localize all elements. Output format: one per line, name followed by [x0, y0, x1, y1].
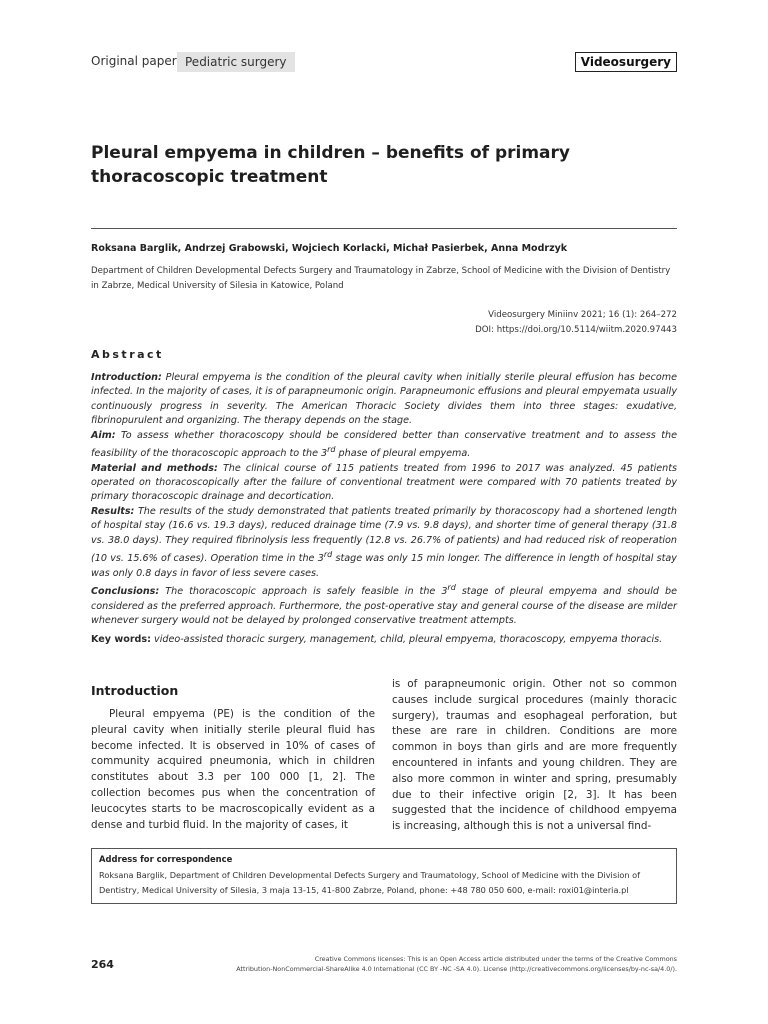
- abstract-introduction-label: Introduction:: [91, 372, 162, 383]
- page-header: [91, 52, 677, 72]
- abstract-results-text-end: stage was only 15 min longer. The difference in length of hospital stay was only 0.8 days in favor of less severe cases.: [91, 553, 677, 579]
- license-line-2: Attribution-NonCommercial-ShareAlike 4.0 International (CC BY -NC -SA 4.0). License (http://creativecommons.org/licenses/by-nc-sa/4.0/).: [236, 965, 677, 973]
- abstract-results-sup: rd: [323, 550, 333, 560]
- journal-badge: Videosurgery: [575, 52, 677, 72]
- introduction-column-2: is of parapneumonic origin. Other not so common causes include surgical procedures (mainly thoracic surgery), traumas and esophageal perforation, but these are rare in children. Conditions are more common in boys than girls and are more frequently encountered in infants and young children. They are also more common in winter and spring, presumably due to their infective origin [2, 3]. It has been suggested that the incidence of childhood empyema is increasing, although this is not a universal find-: [392, 678, 677, 833]
- citation-journal: Videosurgery Miniinv 2021; 16 (1): 264–272: [488, 310, 677, 320]
- introduction-column-1: Pleural empyema (PE) is the condition of the pleural cavity when initially sterile pleural fluid has become infected. It is observed in 10% of cases of community acquired pneumonia, which in children constitutes about 3.3 per 100 000 [1, 2]. The collection becomes pus when the concentration of leucocytes starts to be macroscopically evident as a dense and turbid fluid. In the majority of cases, it: [91, 708, 375, 831]
- article-type-label: Original paper: [91, 54, 177, 68]
- abstract-aim-sup: rd: [327, 445, 336, 455]
- abstract-results-text: The results of the study demonstrated that patients treated primarily by thoracoscopy had a shortened length of hospital stay (16.6 vs. 19.3 days), reduced drainage time (7.9 vs. 9.8 days), and shorter time of general therapy (31.8 vs. 38.0 days). They required fibrinolysis less frequently (12.8 vs. 26.7% of patients) and had reduced risk of reoperation (10 vs. 15.6% of cases). Operation time in the 3: [91, 505, 677, 565]
- abstract-conclusions: [91, 581, 677, 628]
- citation-doi[interactable]: DOI: https://doi.org/10.5114/wiitm.2020.97443: [475, 325, 677, 335]
- abstract-methods: [91, 462, 677, 505]
- correspondence-heading: Address for correspondence: [99, 854, 233, 864]
- license-notice: [207, 954, 677, 974]
- correspondence-body: Roksana Barglik, Department of Children Developmental Defects Surgery and Traumatology, School of Medicine with the Division of Dentistry, Medical University of Silesia, 3 maja 13-15, 41-800 Zabrze, Poland, phone: +48 780 050 600, e-mail: roxi01@interia.pl: [99, 870, 641, 895]
- abstract-aim-text: To assess whether thoracoscopy should be considered better than conservative treatment and to assess the feasibility of the thoracoscopic approach to the 3: [91, 429, 677, 460]
- abstract-conclusions-text: The thoracoscopic approach is safely feasible in the 3: [159, 586, 448, 598]
- abstract-conclusions-sup: rd: [447, 583, 456, 593]
- abstract-aim-label: Aim:: [91, 429, 116, 441]
- section-label: Pediatric surgery: [177, 52, 295, 72]
- abstract-conclusions-label: Conclusions:: [91, 586, 160, 598]
- abstract-methods-label: Material and methods:: [91, 462, 218, 474]
- page-number: 264: [91, 958, 114, 971]
- citation-block: [475, 308, 677, 338]
- abstract-aim-text-end: phase of pleural empyema.: [335, 448, 471, 460]
- abstract-heading: Abstract: [91, 348, 164, 361]
- abstract-results: [91, 505, 677, 581]
- affiliation: Department of Children Developmental Defects Surgery and Traumatology in Zabrze, School of Medicine with the Division of Dentistry in Zabrze, Medical University of Silesia in Katowice, Poland: [91, 266, 671, 291]
- abstract-introduction: [91, 371, 677, 429]
- keywords-text: video-assisted thoracic surgery, management, child, pleural empyema, thoracoscopy, empyema thoracis.: [150, 634, 663, 645]
- abstract-conclusions-text-end: stage of pleural empyema and should be considered as the preferred approach. Furthermore, the post-operative stay and general course of the disease are milder whenever surgery would not be delayed by prolonged conservative treatment attempts.: [91, 586, 677, 627]
- license-line-1: Creative Commons licenses: This is an Open Access article distributed under the terms of the Creative Commons: [314, 955, 677, 963]
- abstract-methods-text: The clinical course of 115 patients treated from 1996 to 2017 was analyzed. 45 patients operated on thoracoscopically after the failure of conventional treatment were compared with 70 patients treated by primary thoracoscopic drainage and decortication.: [91, 462, 678, 503]
- introduction-heading: Introduction: [91, 683, 179, 698]
- abstract-aim: [91, 429, 677, 462]
- title-divider: [91, 228, 677, 229]
- article-title: Pleural empyema in children – benefits of primary thoracoscopic treatment: [91, 143, 570, 187]
- abstract-introduction-text: Pleural empyema is the condition of the pleural cavity when initially sterile pleural effusion has become infected. In the majority of cases, it is of parapneumonic origin. Parapneumonic effusions and pleural empyemata usually continuously progress in severity. The American Thoracic Society divides them into three stages: exudative, fibrinopurulent and organizing. The therapy depends on the stage.: [91, 372, 677, 427]
- abstract-body: [91, 371, 677, 628]
- author-list: Roksana Barglik, Andrzej Grabowski, Wojciech Korlacki, Michał Pasierbek, Anna Modrzyk: [91, 243, 568, 254]
- keywords-label: Key words:: [91, 634, 151, 645]
- abstract-results-label: Results:: [91, 505, 135, 517]
- correspondence-box: [91, 848, 677, 904]
- keywords: [91, 633, 677, 647]
